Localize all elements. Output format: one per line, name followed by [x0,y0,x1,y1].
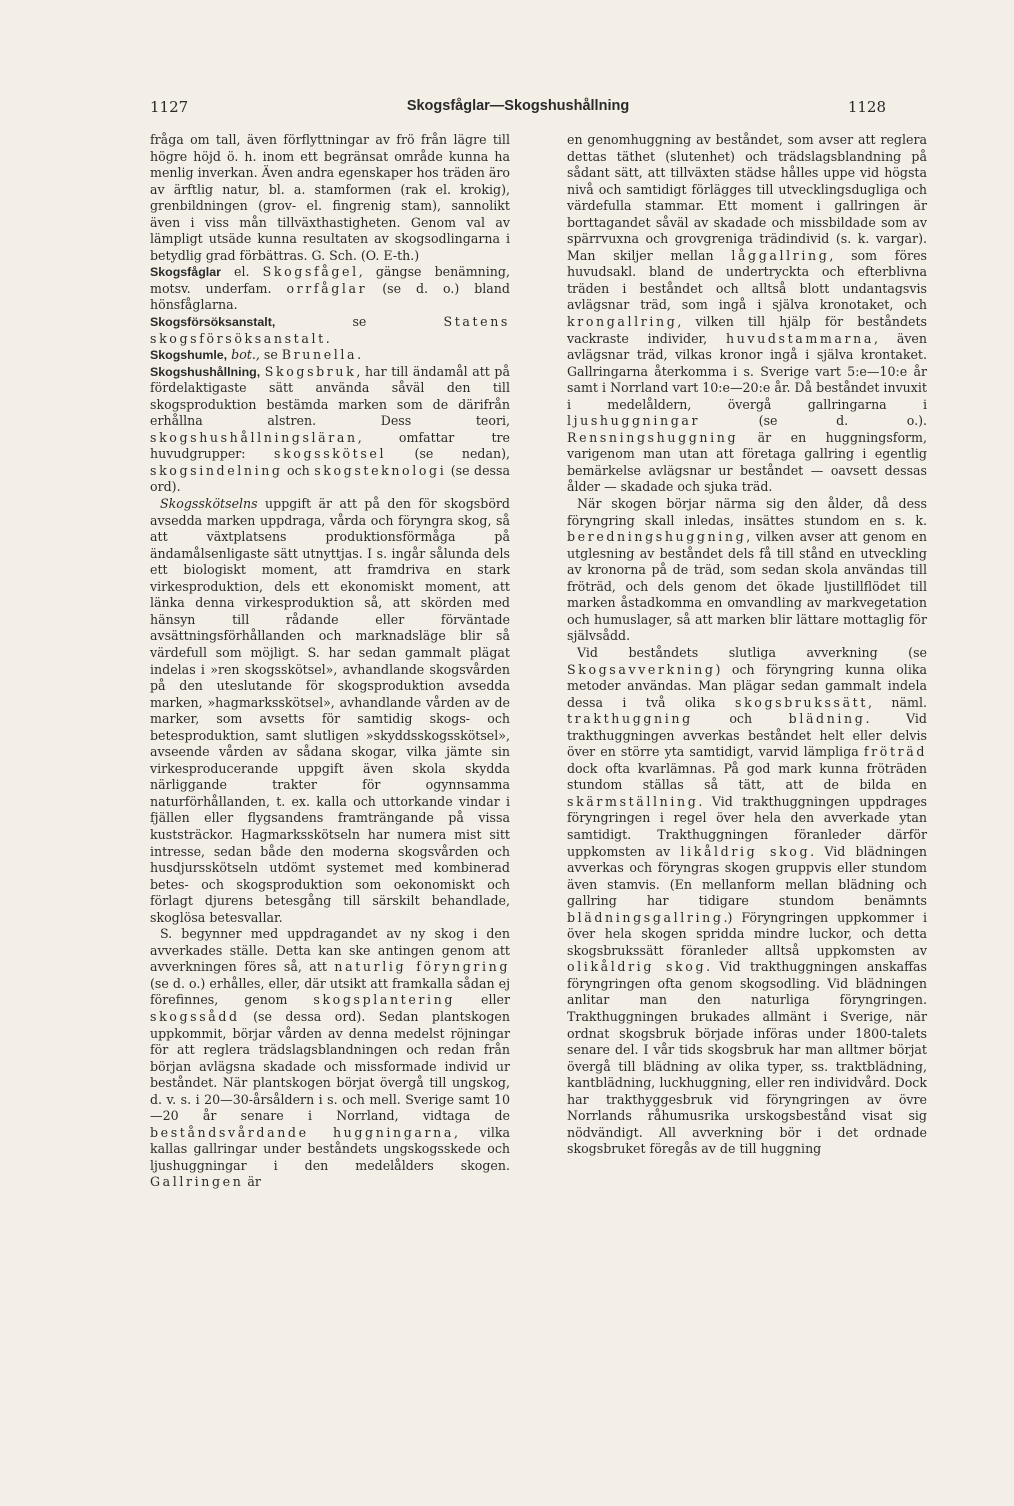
spaced-term: beredningshuggning [567,529,747,545]
text-run: en genomhuggning av beståndet, som avser att reglera dettas täthet (slutenhet) och trädslagsblandning på sådant sätt, att tillväxten städse hålles uppe vid högsta nivå och samtidigt förlägges till utvecklingsdugliga och värdefulla stammar. Ett moment i gallringen är borttagandet såväl av skadade och missbildade som av spärrvuxna och grovgreniga trädindivid (s. k. vargar). Man skiljer mellan [567,132,927,263]
spaced-term: Skogsbruk [264,363,357,379]
text-run: (se d. o.) bland hönsfåglarna. [150,280,510,313]
text-run: , omfattar tre huvudgrupper: [150,429,510,462]
text-run: . Vid trakthuggningen avverkas beståndet helt eller delvis över en större yta samtidigt, varvid lämpliga [567,711,927,760]
text-run: . Vid trakthuggningen uppdrages föryngringen i regel över hela den avverkade ytan samtidigt. Trakthuggningen föranleder därför uppkomsten av [567,793,927,859]
spaced-term: skogsindelning [150,462,283,478]
text-run: , näml. [868,694,927,710]
text-run: , även avlägsnar träd, vilkas kronor ingå i själva krontaket. Gallringarna återkomma i s. Sverige vart 5:e—10:e år samt i Norrland vart 10:e—20:e år. Då beståndet invuxit i medelåldern, övergå gallringarna i [567,330,928,412]
text-run: . Vid blädningen avverkas och föryngras skogen gruppvis eller stundom även stamvis. (En mellanform mellan blädning och gallring har tidigare stundom benämnts [567,843,927,909]
page-header [150,98,886,120]
text-run: .) Föryngringen uppkommer i över hela skogen spridda mindre luckor, och detta skogsbrukssätt föranleder alltså uppkomsten av [567,909,927,958]
text-run: (se d. o.) erhålles, eller, där utsikt att framkalla sådan ej förefinnes, genom [150,975,510,1008]
paragraph [567,496,927,645]
italic-term: bot., [231,347,260,363]
spaced-term: huvudstammarna [726,330,874,346]
spaced-term: trakthuggning [567,711,693,727]
spaced-term: Gallringen [150,1174,244,1190]
spaced-term: likåldrig skog [680,843,811,859]
paragraph [567,645,927,1158]
page-number-left: 1127 [150,98,189,116]
italic-term: Skogsskötselns [160,496,258,512]
text-run: . [325,330,330,346]
text-run: (se nedan), [386,446,510,462]
headword: Skogsfåglar [150,265,221,280]
text-run: , gängse benämning, motsv. underfam. [150,264,510,296]
paragraph [150,926,510,1191]
text-run: dock ofta kvarlämnas. På god mark kunna fröträden stundom ställas så tätt, att de bilda en [567,760,927,793]
spaced-term: beståndsvårdande huggningarna [150,1124,454,1140]
text-run: (se dessa ord). Sedan plantskogen uppkommit, börjar vården av denna medelst röjningar för att reglera trädslagsblandningen och redan från början avlägsna skadade och missformade individ ur beståndet. När plantskogen börjat övergå till ungskog, d. v. s. i 20—30-årsåldern i s. och mell. Sverige samt 10—20 år senare i Norrland, vidtaga de [150,1008,510,1124]
text-run: Vid beståndets slutliga avverkning (se [577,644,927,660]
spaced-term: skogsteknologi [314,462,447,478]
spaced-term: olikåldrig skog [567,959,707,975]
running-head: Skogsfåglar—Skogshushållning [406,98,630,114]
spaced-term: Statens skogsförsöksanstalt [150,314,510,346]
text-run: ) och föryngring kunna olika metoder användas. Man plägar sedan gammalt indela dessa i två olika [567,661,927,710]
text-run: el. [220,264,263,280]
text-run: eller [455,992,510,1008]
spaced-term: Skogsavverkning [567,661,716,677]
spaced-term: fröträd [863,744,927,760]
spaced-term: skogshushållningsläran [150,429,358,445]
spaced-term: Rensningshuggning [567,429,739,445]
page-number-right: 1128 [847,98,886,116]
text-run: , vilken avser att genom en utglesning av beståndet dels få till stånd en utveckling av kronorna på de träd, som sedan skola användas till fröträd, och dels genom det ökade ljustillflödet till marken åstadkomma en omvandling av markvegetation och humuslager, så att marken blir lättare mottaglig för självsådd. [567,529,927,644]
text-run: , vilken till hjälp för beståndets vackraste individer, [567,314,927,346]
text-run: uppgift är att på den för skogsbörd avsedda marken uppdraga, vårda och föryngra skog, så att växtplatsens produktionsförmåga på ändamålsenligaste sätt utnyttjas. I s. ingår sålunda dels ett biologiskt moment, att framdriva en stark virkesproduktion, dels ett ekonomiskt moment, att länka denna virkesproduktion så, att skörden med hänsyn till rådande eller förväntade avsättningsförhållanden och marknadsläge blir så värdefull som möjligt. S. har sedan gammalt plägat indelas i »ren skogsskötsel», avhandlande skogsvården på den uteslutande för skogsproduktion avsedda marken, »hagmarksskötsel», avhandlande vården av de marker, som avsetts för samtidig skogs- och betesproduktion, samt slutligen »skyddsskogsskötsel», avseende vården av sådana skogar, vilka jämte sin virkesproducerande uppgift även skola skydda närliggande trakter för ogynnsamma naturförhållanden, t. ex. kalla och uttorkande vindar i fjällen eller flygsandens framträngande på vissa kuststräckor. Hagmarksskötseln har numera mist sitt intresse, sedan både den moderna skogsvården och husdjursskötseln utdömt systemet med kombinerad betes- och skogsproduktion som oekonomiskt och förlagt djurens betesgång till särskilt behandlade, skoglösa betesvallar. [150,496,510,925]
spaced-term: skogsplantering [313,992,456,1008]
text-run: (se d. o.). [700,413,927,429]
lexicon-entry [150,264,510,314]
spaced-term: blädningsgallring [567,909,724,925]
headword: Skogsförsöksanstalt, [150,315,276,330]
spaced-term: Brunella [281,347,358,363]
spaced-term: blädning [788,711,866,727]
text-run: . [357,347,362,363]
paragraph [150,132,510,264]
text-run: . Vid trakthuggningen anskaffas föryngringen ofta genom skogsodling. Vid blädningen anlitar man den naturliga föryngringen. Trakthuggningen brukades allmänt i Sverige, när ordnat skogsbruk började införas under 1800-talets senare del. I vår tids skogsbruk har man alltmer börjat övergå till blädning av olika typer, ss. traktblädning, kantblädning, luckhuggning, eller ren individvård. Dock har trakthyggesbruk vid föryngringen av övre Norrlands råhumusrika urskogsbestånd visat sig nödvändigt. All avverkning bör i det ordnade skogsbruket föregås av de till huggning [567,959,928,1157]
spaced-term: Skogsfågel [262,264,359,280]
lexicon-entry [150,347,510,364]
headword: Skogshumle, [150,348,228,363]
text-run: När skogen börjar närma sig den ålder, då dess föryngring skall inledas, insättes stundom en s. k. [567,496,927,528]
lexicon-entry [150,314,510,347]
text-run: (se dessa ord). [150,462,510,495]
right-column [567,132,927,1158]
paragraph [150,496,510,926]
text-run: S. begynner med uppdragandet av ny skog i den avverkades ställe. Detta kan ske antingen genom att avverkningen föres så, att [150,926,510,975]
spaced-term: ljushuggningar [567,413,701,429]
spaced-term: skogsbrukssätt [735,694,868,710]
text-run: se [275,314,444,330]
spaced-term: naturlig föryngring [334,959,510,975]
text-run: är [243,1174,261,1190]
text-run: och [282,462,315,478]
spaced-term: skogsskötsel [274,446,387,462]
text-run: , har till ändamål att på fördelaktigaste sätt använda såväl den till skogsproduktion bestämda marken som de därifrån erhållna alstren. Dess teori, [150,363,510,429]
paragraph [567,132,927,496]
spaced-term: skärmställning [567,793,699,809]
text-run: och [692,711,789,727]
left-column [150,132,510,1191]
text-run: , som föres huvudsakl. bland de undertryckta och efterblivna träden i beståndet och alltså blott undantagsvis avlägsnar träd, som ingå i själva kronotaket, och [567,247,927,313]
headword: Skogshushållning, [150,364,261,379]
spaced-term: låggallring [731,247,830,263]
spaced-term: orrfåglar [286,280,368,296]
spaced-term: skogssådd [150,1008,240,1024]
text-run: fråga om tall, även förflyttningar av frö från lägre till högre höjd ö. h. inom ett begränsat område kunna ha menlig inverkan. Även andra egenskaper hos träden äro av ärftlig natur, bl. a. stamformen (rak el. krokig), grenbildningen (grov- el. fingrenig stam), sannolikt även i viss mån tillväxthastigheten. Genom val av lämpligt utsäde kunna resultaten av skogsodlingarna i betydlig grad förbättras. G. Sch. (O. E-th.) [150,132,510,263]
text-run: , vilka kallas gallringar under beståndets ungskogsskede och ljushuggningar i den medelålders skogen. [150,1124,510,1173]
spaced-term: krongallring [567,314,678,330]
text-run: är en huggningsform, varigenom man utan att företaga gallring i egentlig bemärkelse avlägsnar ur beståndet — oavsett dessas ålder — skadade och sjuka träd. [567,429,927,495]
text-run: se [259,347,282,363]
lexicon-entry [150,364,510,496]
